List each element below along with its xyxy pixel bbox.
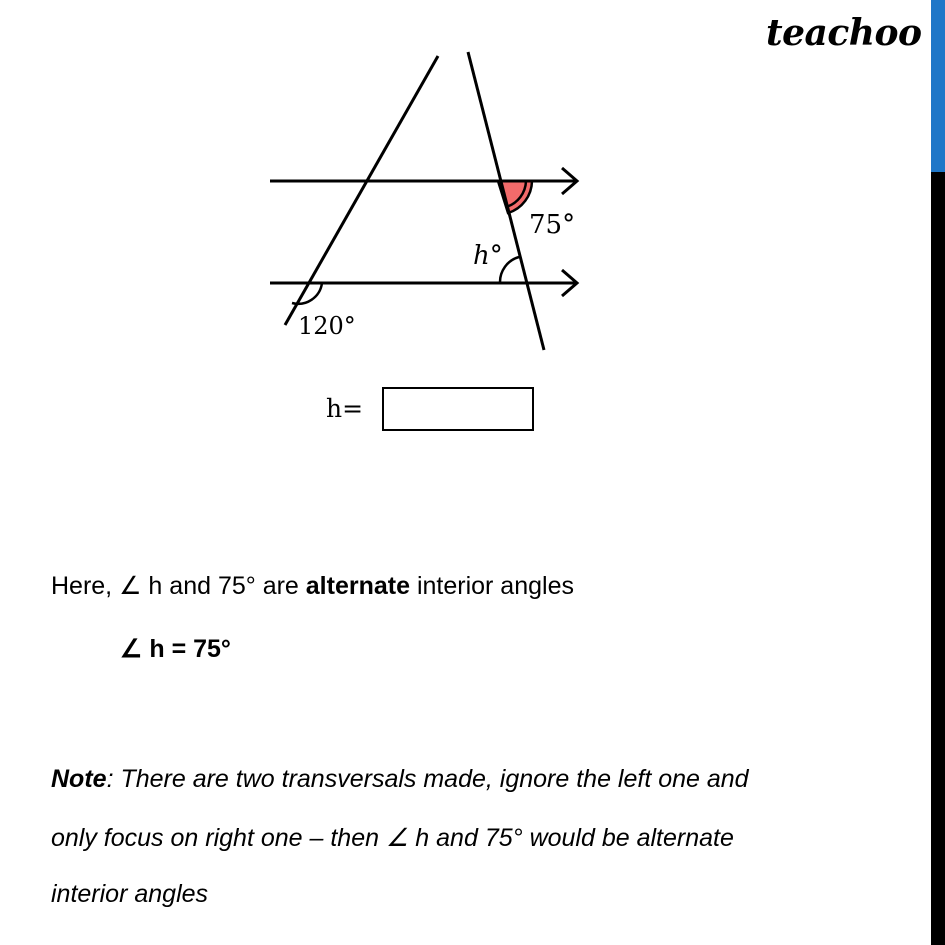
solution-answer: ∠ h = 75° — [120, 635, 231, 663]
solution-line-1 — [51, 571, 574, 601]
angle-75-label: 75° — [529, 210, 576, 240]
solution-line-1-suffix: interior angles — [410, 572, 574, 600]
note-line-1 — [51, 765, 749, 794]
note-line-2: only focus on right one – then ∠ h and 75° would be alternate — [51, 824, 734, 852]
left-transversal — [285, 56, 438, 325]
right-transversal — [468, 52, 544, 350]
teachoo-logo: teachoo — [766, 12, 922, 54]
note-line-3: interior angles — [51, 880, 209, 908]
angle-120-label: 120° — [298, 312, 356, 340]
answer-box — [382, 387, 534, 431]
solution-line-1-prefix: Here, ∠ h and 75° are — [51, 572, 306, 600]
angle-h-label: h° — [473, 241, 503, 271]
alternate-bold-text: alternate — [305, 572, 410, 600]
angle-h-arc — [500, 257, 519, 283]
note-label: Note — [51, 765, 107, 793]
answer-label: h= — [326, 394, 364, 423]
note-line-1-rest: : There are two transversals made, ignore the left one and — [106, 765, 749, 793]
